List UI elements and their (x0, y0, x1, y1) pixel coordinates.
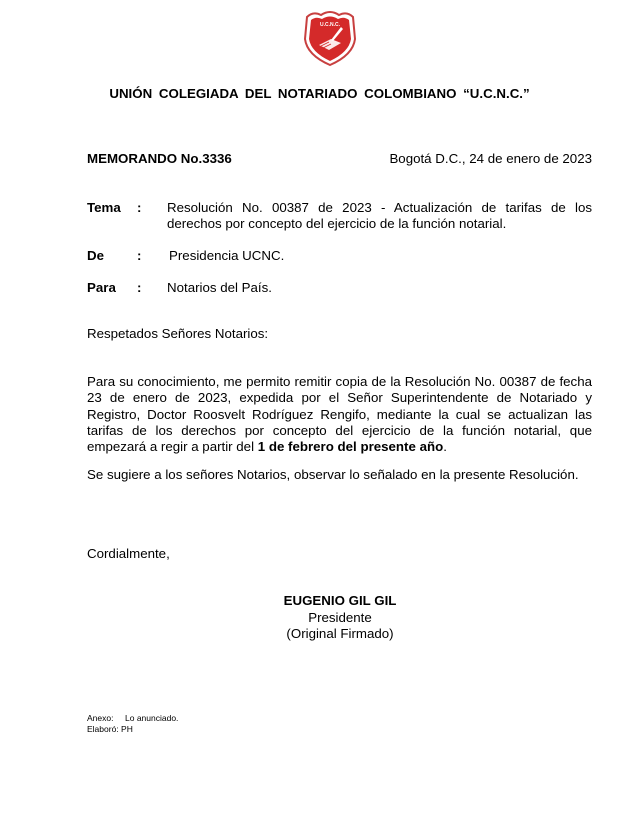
body-paragraph-2: Se sugiere a los señores Notarios, observar lo señalado en la presente Resolución. (87, 467, 579, 482)
paragraph-1-bold-date: 1 de febrero del presente año (257, 439, 444, 455)
signature-block (240, 593, 440, 643)
footer-notes (87, 713, 178, 734)
shield-logo-icon (301, 9, 359, 67)
anexo-line (87, 713, 178, 724)
para-colon: : (137, 280, 142, 295)
para-value: Notarios del País. (167, 280, 272, 295)
signer-title: Presidente (308, 609, 372, 625)
memo-number: MEMORANDO No.3336 (87, 151, 232, 166)
para-label: Para (87, 280, 116, 295)
closing: Cordialmente, (87, 546, 170, 561)
elaboro-line (87, 724, 178, 735)
de-colon: : (137, 248, 142, 263)
paragraph-1-text: Para su conocimiento, me permito remitir copia de la Resolución No. 00387 de fecha 23 de enero de 2023, expedida por el Señor Superintendente de Notariado y Registro, Doctor Roosvelt Rodríguez Rengifo, mediante la cual se actualizan las tarifas de los derechos por concepto del ejercicio de la función notarial, que empezará a regir a partir del (87, 374, 592, 455)
tema-label: Tema (87, 200, 121, 215)
tema-colon: : (137, 200, 142, 215)
body-paragraph-1 (87, 374, 592, 455)
de-label: De (87, 248, 104, 263)
de-value: Presidencia UCNC. (169, 248, 285, 263)
svg-text:U.C.N.C.: U.C.N.C. (320, 22, 340, 28)
signature-note: (Original Firmado) (286, 626, 394, 641)
signer-name: EUGENIO GIL GIL (283, 593, 397, 608)
greeting: Respetados Señores Notarios: (87, 326, 269, 341)
elaboro-value: PH (121, 723, 133, 734)
tema-value: Resolución No. 00387 de 2023 - Actualización de tarifas de los derechos por concepto del ejercicio de la función notarial. (167, 200, 592, 231)
paragraph-1-end: . (443, 439, 447, 455)
anexo-label: Anexo: (87, 713, 114, 723)
elaboro-label: Elaboró: (87, 723, 119, 734)
organization-title: UNIÓN COLEGIADA DEL NOTARIADO COLOMBIANO “U.C.N.C.” (109, 86, 530, 101)
memo-place-date: Bogotá D.C., 24 de enero de 2023 (389, 151, 592, 166)
anexo-value: Lo anunciado. (125, 713, 179, 723)
ucnc-shield-logo (301, 9, 359, 67)
